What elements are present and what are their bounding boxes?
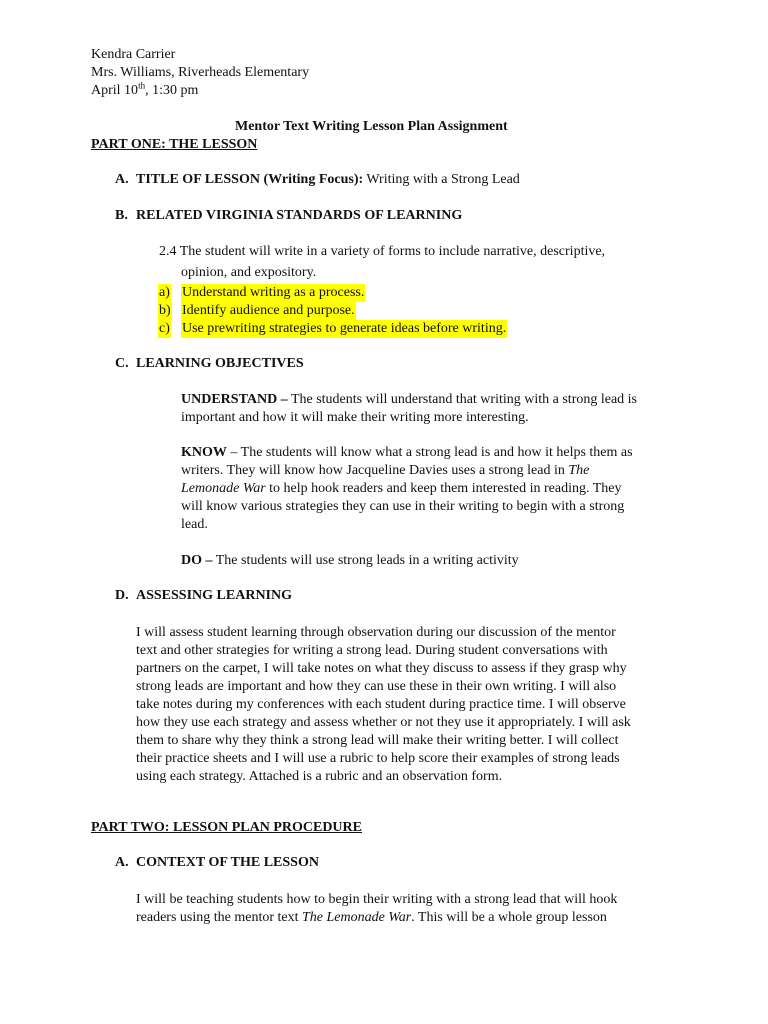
part-one-heading: PART ONE: THE LESSON xyxy=(91,137,258,152)
assessing-paragraph: I will assess student learning through observation during our discussion of the mentor text and other strategies for writing a strong lead. During student conversations with partners on the carpet, I will take notes on what they discuss to assess if they grasp why strong leads are important and how they can use these in their own writing. I will also take notes during my conferences with each student during practice time. I will observe how they use each strategy and assess whether or not they use it appropriately. I will ask them to share why they think a strong lead will make their writing better. I will collect their practice sheets and I will use a rubric to help score their examples of strong leads using each strategy. Attached is a rubric and an observation form. xyxy=(136,625,631,784)
objectives-heading: LEARNING OBJECTIVES xyxy=(136,356,304,371)
standard-item-c: Use prewriting strategies to generate ideas before writing. xyxy=(182,321,507,336)
standard-line-2: opinion, and expository. xyxy=(181,265,317,280)
section-b-letter: B. xyxy=(115,208,128,223)
part-two-heading: PART TWO: LESSON PLAN PROCEDURE xyxy=(91,820,362,835)
standard-item-b-marker: b) xyxy=(159,303,171,318)
context-heading: CONTEXT OF THE LESSON xyxy=(136,855,319,870)
objective-know: KNOW – The students will know what a strong lead is and how it helps them as writers. They will know how Jacqueline Davies uses a strong lead in The Lemonade War to help hook readers and keep them interested in reading. They will know various strategies they can use in their writing to begin with a strong lead. xyxy=(181,445,633,532)
teacher-school: Mrs. Williams, Riverheads Elementary xyxy=(91,65,310,80)
author-name: Kendra Carrier xyxy=(91,47,176,62)
section-c-letter: C. xyxy=(115,356,129,371)
assessing-heading: ASSESSING LEARNING xyxy=(136,588,292,603)
lesson-title-line: TITLE OF LESSON (Writing Focus): Writing with a Strong Lead xyxy=(136,172,520,187)
document-title: Mentor Text Writing Lesson Plan Assignment xyxy=(235,119,508,134)
standards-heading: RELATED VIRGINIA STANDARDS OF LEARNING xyxy=(136,208,463,223)
standard-line-1: 2.4 The student will write in a variety of forms to include narrative, descriptive, xyxy=(159,244,606,259)
context-paragraph: I will be teaching students how to begin their writing with a strong lead that will hook readers using the mentor text The Lemonade War. This will be a whole group lesson xyxy=(136,892,618,925)
section-d-letter: D. xyxy=(115,588,129,603)
lesson-date: April 10th, 1:30 pm xyxy=(91,80,199,98)
part-two-section-a-letter: A. xyxy=(115,855,129,870)
standard-item-a-marker: a) xyxy=(159,285,170,300)
standard-item-c-marker: c) xyxy=(159,321,170,336)
objective-understand: UNDERSTAND – The students will understand that writing with a strong lead is important and how it will make their writing more interesting. xyxy=(181,392,638,425)
objective-do: DO – The students will use strong leads in a writing activity xyxy=(181,553,519,568)
section-a-letter: A. xyxy=(115,172,129,187)
standard-item-b: Identify audience and purpose. xyxy=(182,303,355,318)
standard-item-a: Understand writing as a process. xyxy=(182,285,365,300)
